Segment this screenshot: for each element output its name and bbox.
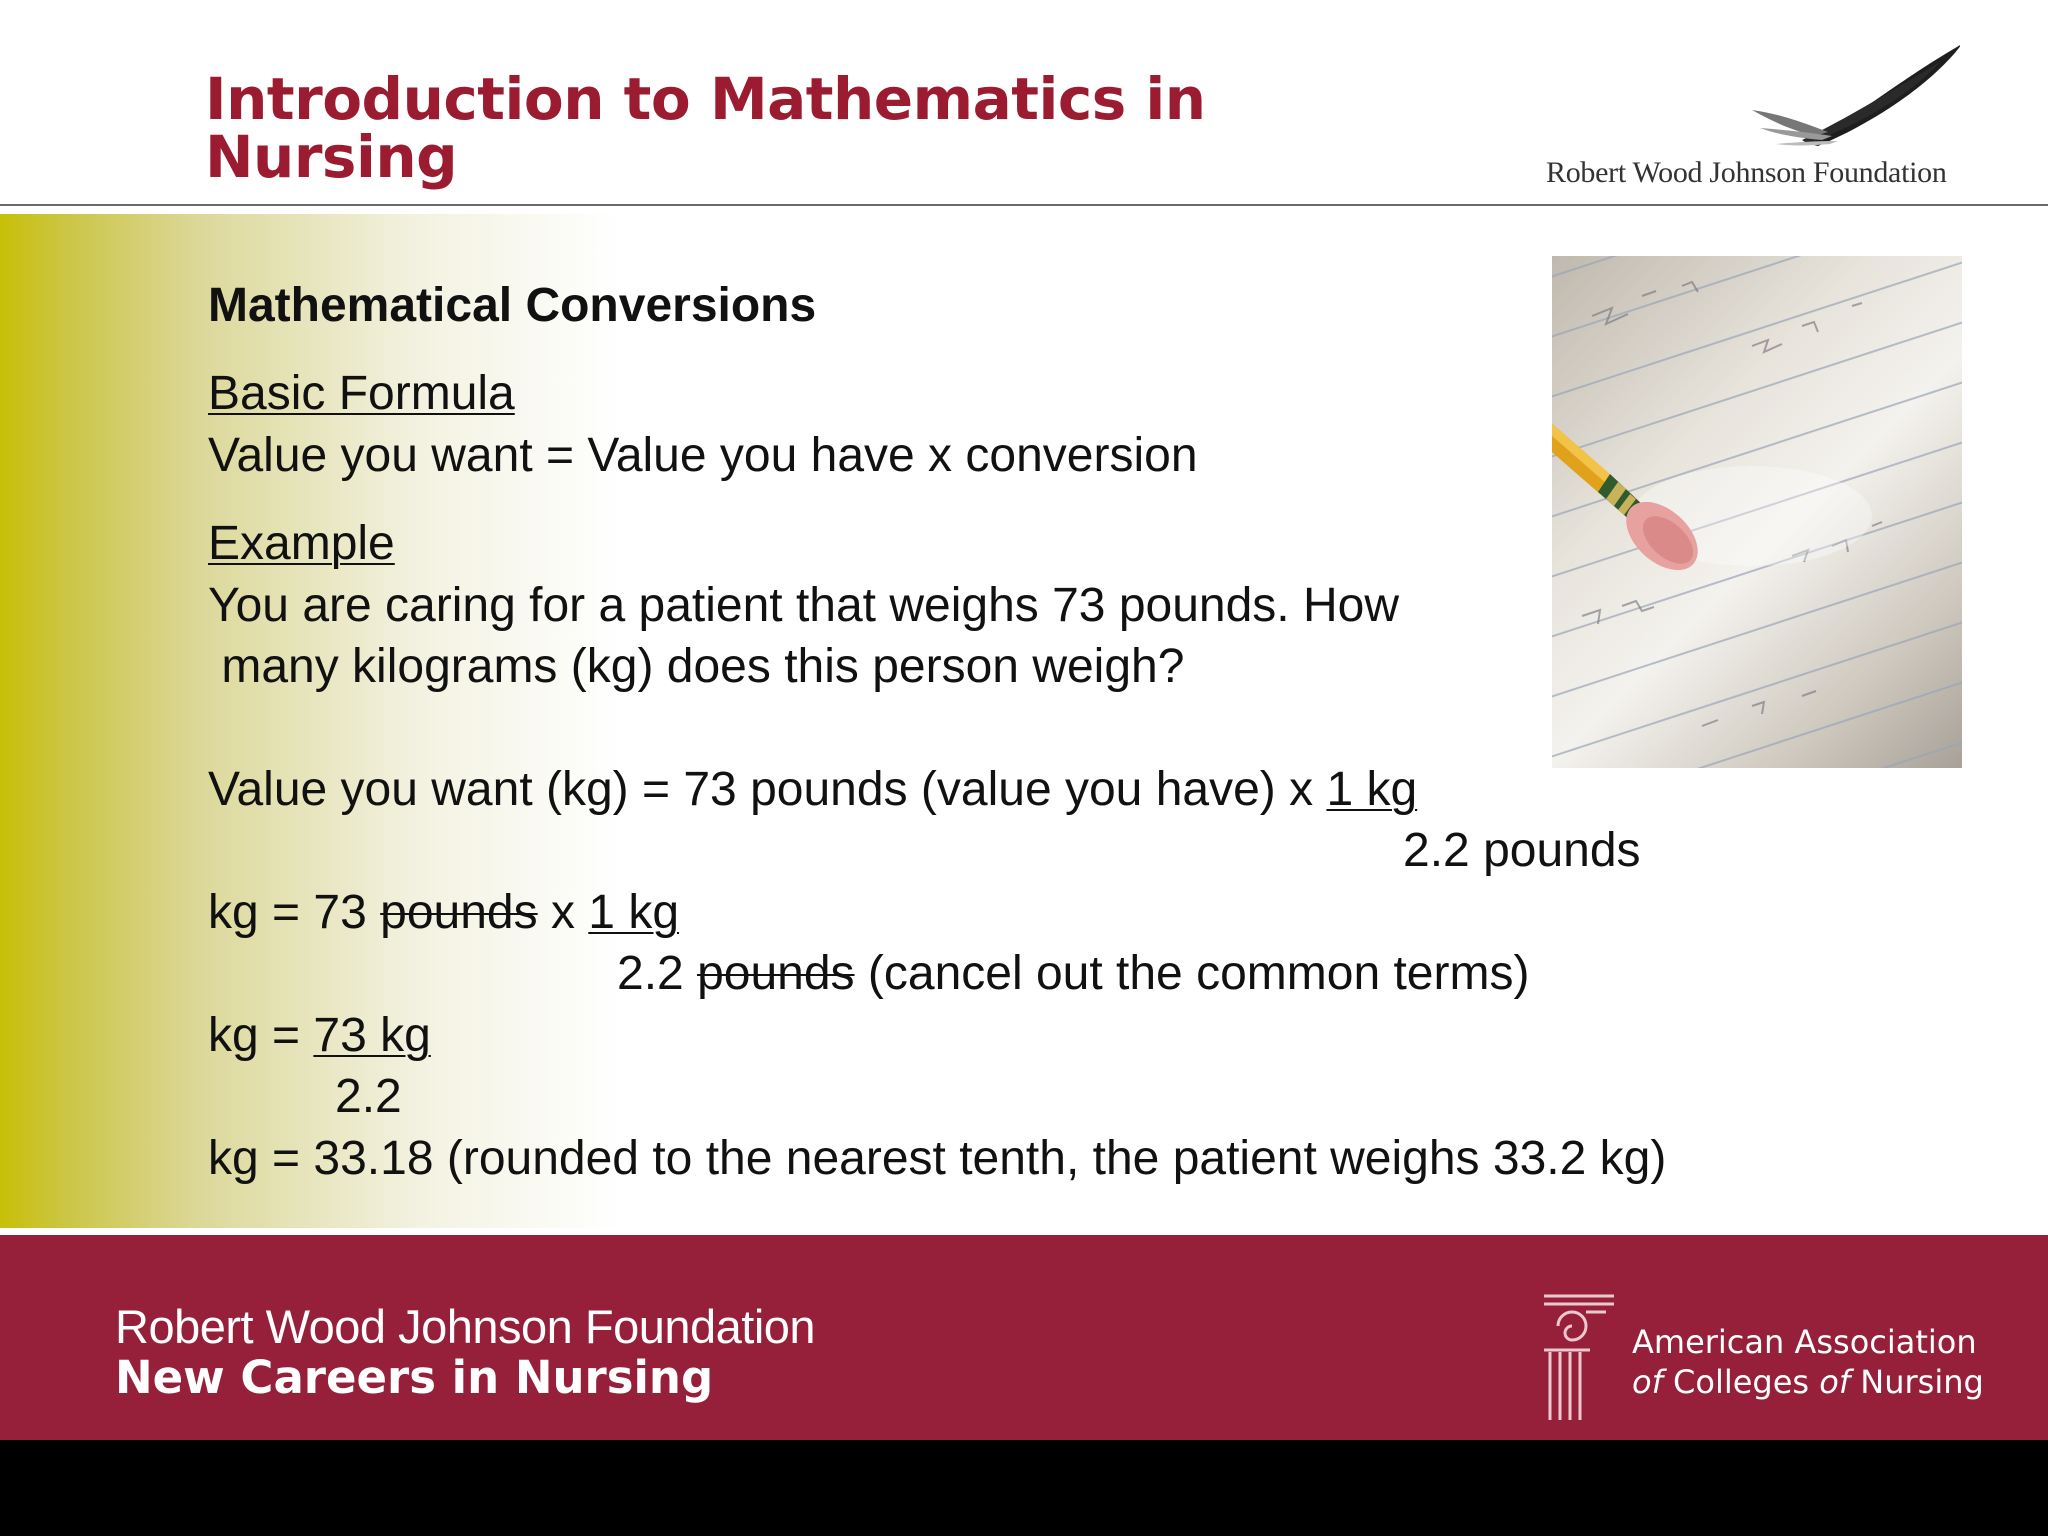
step-2-prefix: kg = 73: [208, 886, 381, 939]
section-heading: Mathematical Conversions: [208, 279, 817, 332]
example-line-2: many kilograms (kg) does this person weigh?: [208, 640, 1185, 693]
basic-formula-text: Value you want = Value you have x conversion: [208, 429, 1198, 482]
step-1-text: Value you want (kg) = 73 pounds (value you have) x: [208, 763, 1327, 816]
slide-title-line1: Introduction to Mathematics in: [205, 65, 1206, 133]
step-2-mid: x: [537, 886, 589, 939]
step-3-numerator: 73 kg: [313, 1009, 431, 1062]
step-3: [208, 1009, 431, 1062]
step-2-denominator: [617, 947, 1530, 1000]
aacn-line1: American Association: [1632, 1323, 1977, 1361]
step-2-struck-unit: pounds: [380, 886, 538, 939]
result-line: kg = 33.18 (rounded to the nearest tenth, the patient weighs 33.2 kg): [208, 1132, 1667, 1185]
rwj-header-logo-text: Robert Wood Johnson Foundation: [1546, 156, 1947, 189]
column-icon: [1540, 1292, 1620, 1424]
step-1: [208, 763, 1418, 816]
footer-org-line1: Robert Wood Johnson Foundation: [115, 1300, 816, 1353]
step-2-note: (cancel out the common terms): [854, 947, 1530, 1000]
step-1-denominator: 2.2 pounds: [1403, 824, 1641, 877]
step-1-numerator: 1 kg: [1326, 763, 1418, 816]
step-2-den-value: 2.2: [617, 947, 698, 1000]
footer-rwj-logo: [115, 1302, 815, 1404]
aacn-of-1: of: [1632, 1363, 1663, 1401]
step-2-den-struck-unit: pounds: [697, 947, 855, 1000]
step-3-prefix: kg =: [208, 1009, 314, 1062]
aacn-of-2: of: [1819, 1363, 1851, 1401]
example-label: Example: [208, 517, 395, 570]
aacn-logo-text: [1632, 1322, 1984, 1402]
footer-org-line2: New Careers in Nursing: [115, 1351, 714, 1404]
step-2: [208, 886, 680, 939]
pencil-photo: [1552, 256, 1962, 768]
aacn-colleges: Colleges: [1662, 1363, 1820, 1401]
rwj-header-logo: [1540, 40, 1960, 190]
aacn-line2: [1632, 1362, 1984, 1402]
aacn-nursing: Nursing: [1850, 1363, 1984, 1401]
basic-formula-label: Basic Formula: [208, 367, 515, 420]
header-rule: [0, 204, 2048, 206]
aacn-logo: [1540, 1292, 1984, 1424]
feather-icon: [1540, 40, 1960, 150]
slide-title-line2: Nursing: [205, 123, 458, 191]
slide-title: [205, 65, 1206, 191]
step-3-denominator: 2.2: [335, 1070, 402, 1123]
example-line-1: You are caring for a patient that weighs 73 pounds. How: [208, 579, 1399, 632]
step-2-numerator: 1 kg: [588, 886, 680, 939]
